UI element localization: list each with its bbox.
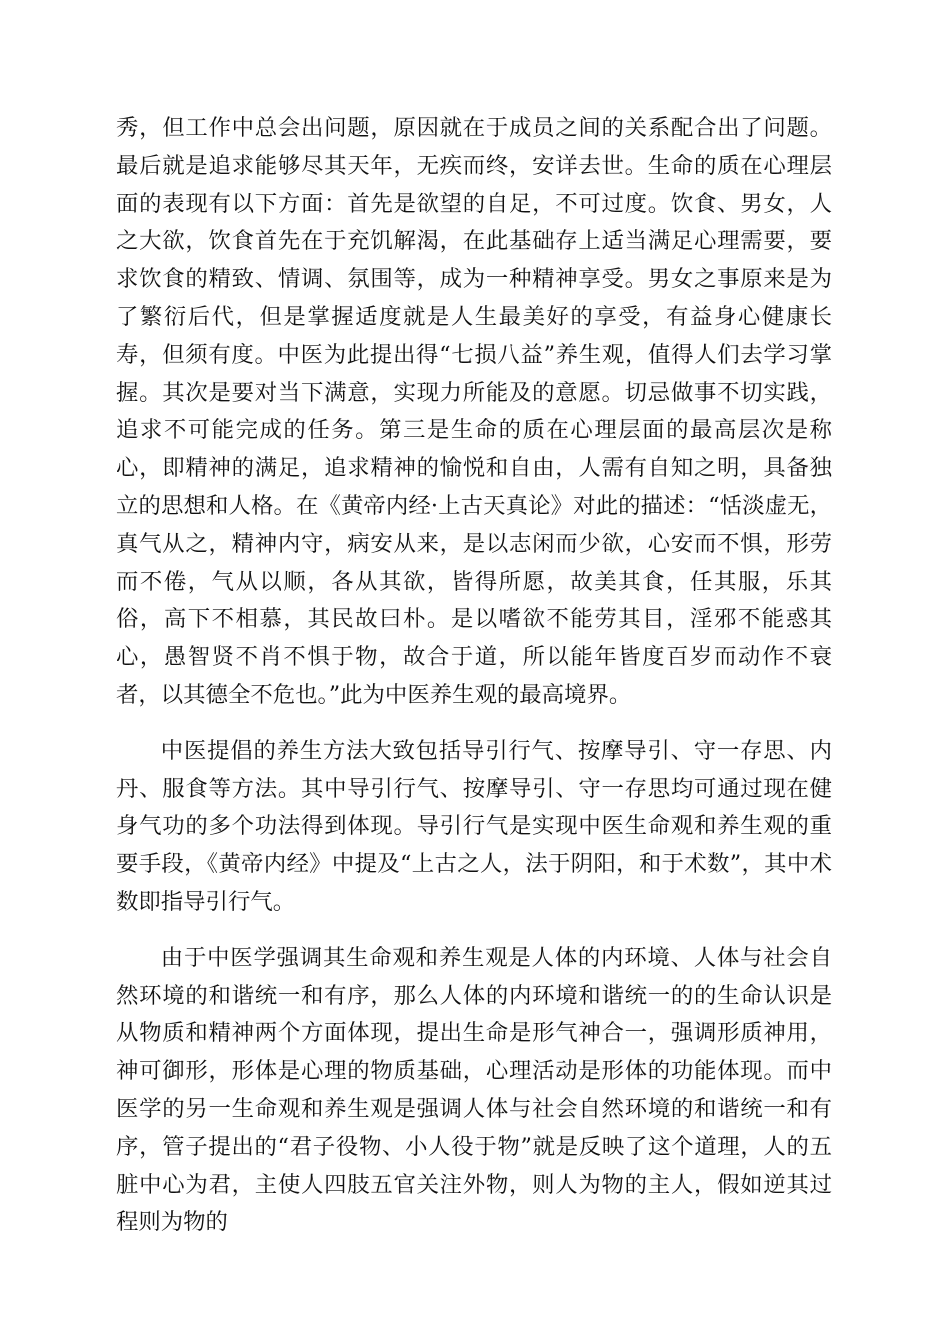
paragraph-life-view: 由于中医学强调其生命观和养生观是人体的内环境、人体与社会自然环境的和谐统一和有序，那么人体的内环境和谐统一的的生命认识是从物质和精神两个方面体现，提出生命是形气神合一，强调形质神用，神可御形，形体是心理的物质基础，心理活动是形体的功能体现。而中医学的另一生命观和养生观是强调人体与社会自然环境的和谐统一和有序，管子提出的“君子役物、小人役于物”就是反映了这个道理，人的五脏中心为君，主使人四肢五官关注外物，则人为物的主人，假如逆其过程则为物的 [116,944,832,1236]
document-body [116,110,832,1242]
paragraph-health-methods: 中医提倡的养生方法大致包括导引行气、按摩导引、守一存思、内丹、服食等方法。其中导引行气、按摩导引、守一存思均可通过现在健身气功的多个功法得到体现。导引行气是实现中医生命观和养生观的重要手段，《黄帝内经》中提及“上古之人，法于阴阳，和于术数”，其中术数即指导引行气。 [116,737,832,915]
paragraph-continuation: 秀，但工作中总会出问题，原因就在于成员之间的关系配合出了问题。最后就是追求能够尽其天年，无疾而终，安详去世。生命的质在心理层面的表现有以下方面：首先是欲望的自足，不可过度。饮食、男女，人之大欲，饮食首先在于充饥解渴，在此基础存上适当满足心理需要，要求饮食的精致、情调、氛围等，成为一种精神享受。男女之事原来是为了繁衍后代，但是掌握适度就是人生最美好的享受，有益身心健康长寿，但须有度。中医为此提出得“七损八益”养生观，值得人们去学习掌握。其次是要对当下满意，实现力所能及的意愿。切忌做事不切实践，追求不可能完成的任务。第三是生命的质在心理层面的最高层次是称心，即精神的满足，追求精神的愉悦和自由，人需有自知之明，具备独立的思想和人格。在《黄帝内经·上古天真论》对此的描述：“恬淡虚无，真气从之，精神内守，病安从来，是以志闲而少欲，心安而不惧，形劳而不倦，气从以顺，各从其欲，皆得所愿，故美其食，任其服，乐其俗，高下不相慕，其民故曰朴。是以嗜欲不能劳其目，淫邪不能惑其心，愚智贤不肖不惧于物，故合于道，所以能年皆度百岁而动作不衰者，以其德全不危也。”此为中医养生观的最高境界。 [116,115,832,708]
